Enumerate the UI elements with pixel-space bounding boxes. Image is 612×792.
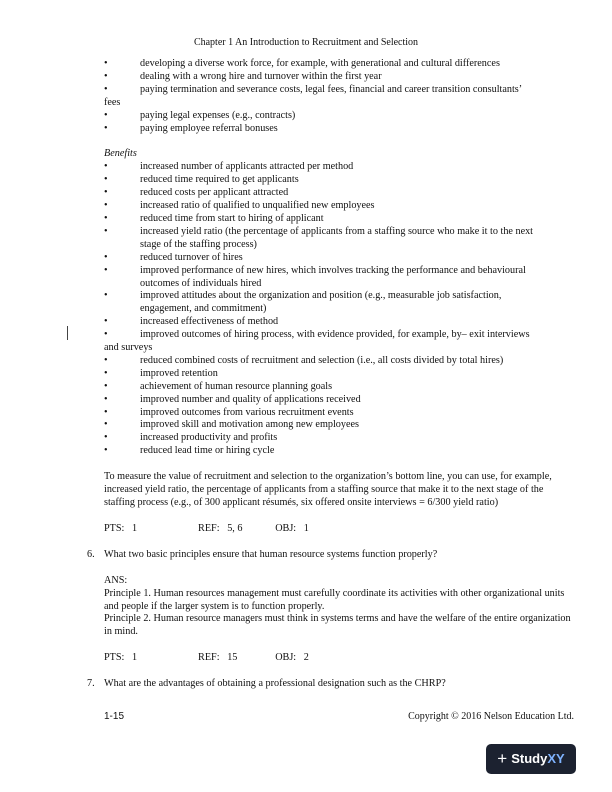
- plus-icon: +: [497, 748, 508, 768]
- benefit-item: • improved outcomes from various recruitment events: [104, 406, 354, 418]
- benefit-item: • increased number of applicants attracted per method: [104, 161, 354, 173]
- studyxy-logo[interactable]: [486, 744, 576, 774]
- benefit-item: • improved skill and motivation among new employees: [104, 419, 359, 431]
- benefit-item: • achievement of human resource planning goals: [104, 380, 333, 392]
- page-header: Chapter 1 An Introduction to Recruitment and Selection: [193, 37, 419, 48]
- benefit-item: • increased yield ratio (the percentage of applicants from a staffing source who make it to the next: [104, 225, 534, 237]
- benefit-item: • reduced time from start to hiring of applicant: [104, 212, 324, 224]
- logo-xy-text: XY: [547, 750, 565, 766]
- page-number: 1-15: [104, 711, 125, 722]
- list-item: • developing a diverse work force, for example, with generational and cultural differences: [104, 58, 500, 69]
- benefit-item-continuation: and surveys: [104, 342, 153, 354]
- copyright: Copyright © 2016 Nelson Education Ltd.: [408, 711, 574, 722]
- revision-bar: [67, 326, 68, 340]
- summary-paragraph: To measure the value of recruitment and selection to the organization’s bottom line, you can use, for example, increased yield ratio, the percentage of applicants from a staffing source that make it to the next stage of the staffing process (e.g., of 300 applicant résumés, six offered onsite interviews = 6/300 yield ratio): [104, 471, 552, 508]
- list-item: • paying legal expenses (e.g., contracts): [104, 109, 296, 121]
- benefits-list: [104, 161, 574, 458]
- question-6: 6. What two basic principles ensure that human resource systems function properly?: [87, 548, 438, 560]
- benefit-item-continuation: engagement, and commitment): [140, 303, 267, 315]
- answer-meta: PTS: 1 REF: 5, 6 OBJ: 1: [104, 522, 309, 534]
- benefit-item: • increased ratio of qualified to unqualified new employees: [104, 200, 375, 212]
- benefit-item-continuation: stage of the staffing process): [140, 238, 257, 250]
- answer-6: ANS: Principle 1. Human resources management must carefully coordinate its activities with other organizational units and people if the larger system is to function properly. Principle 2. Human resource managers must think in systems terms and have the welfare of the entire organization in mind.: [104, 574, 571, 638]
- list-item: • paying employee referral bonuses: [104, 122, 278, 134]
- benefit-item: • improved number and quality of applications received: [104, 393, 361, 405]
- benefit-item: • increased effectiveness of method: [104, 316, 279, 328]
- benefit-item: • reduced combined costs of recruitment and selection (i.e., all costs divided by total hires): [104, 354, 504, 366]
- list-item: • paying termination and severance costs, legal fees, financial and career transition consultants’: [104, 83, 523, 95]
- benefit-item: • reduced turnover of hires: [104, 251, 243, 263]
- benefit-item: • reduced lead time or hiring cycle: [104, 445, 275, 457]
- benefit-item: • increased productivity and profits: [104, 432, 278, 444]
- benefit-item: • improved retention: [104, 367, 218, 379]
- list-item-continuation: fees: [104, 96, 121, 108]
- benefit-item: • reduced costs per applicant attracted: [104, 187, 289, 199]
- benefits-heading: Benefits: [104, 148, 137, 160]
- question-7: 7. What are the advantages of obtaining a professional designation such as the CHRP?: [87, 678, 446, 690]
- logo-study-text: Study: [511, 750, 548, 766]
- list-item: • dealing with a wrong hire and turnover within the first year: [104, 70, 382, 82]
- benefit-item: • improved performance of new hires, which involves tracking the performance and behavioural: [104, 264, 526, 276]
- page-content: [87, 58, 574, 691]
- benefit-item: • improved outcomes of hiring process, with evidence provided, for example, by– exit interviews: [104, 329, 530, 341]
- benefit-item: • reduced time required to get applicants: [104, 174, 299, 186]
- answer-meta: PTS: 1 REF: 15 OBJ: 2: [104, 652, 309, 664]
- benefit-item: • improved attitudes about the organization and position (e.g., measurable job satisfaction,: [104, 290, 502, 302]
- benefit-item-continuation: outcomes of individuals hired: [140, 277, 262, 289]
